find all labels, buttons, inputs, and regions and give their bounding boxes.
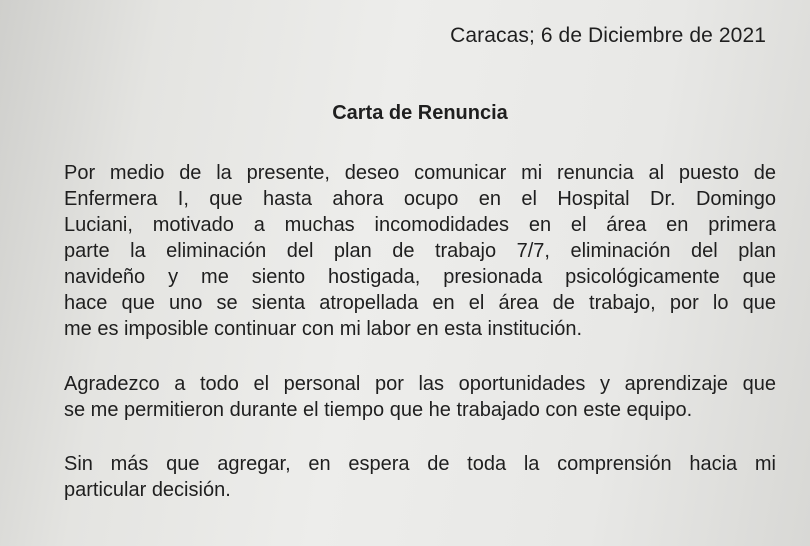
paragraph-line: Sin más que agregar, en espera de toda la comprensión hacia mi bbox=[64, 453, 776, 475]
paragraph-line: me es imposible continuar con mi labor en esta institución. bbox=[64, 318, 583, 340]
letter-title: Carta de Renuncia bbox=[332, 102, 508, 124]
paragraph-line: parte la eliminación del plan de trabajo 7/7, eliminación del plan bbox=[64, 240, 776, 262]
paragraph-line: particular decisión. bbox=[64, 479, 231, 501]
paragraph-thanks bbox=[64, 371, 776, 423]
paragraph-line: navideño y me siento hostigada, presionada psicológicamente que bbox=[64, 266, 776, 288]
paragraph-line: Enfermera I, que hasta ahora ocupo en el Hospital Dr. Domingo bbox=[64, 188, 776, 210]
paragraph-line: hace que uno se sienta atropellada en el área de trabajo, por lo que bbox=[64, 292, 776, 314]
paragraph-line: Luciani, motivado a muchas incomodidades en el área en primera bbox=[64, 214, 776, 236]
paragraph-line: Por medio de la presente, deseo comunicar mi renuncia al puesto de bbox=[64, 162, 776, 184]
paragraph-line: Agradezco a todo el personal por las oportunidades y aprendizaje que bbox=[64, 373, 776, 395]
paragraph-resignation bbox=[64, 160, 776, 342]
date-line: Caracas; 6 de Diciembre de 2021 bbox=[450, 24, 766, 47]
paragraph-line: se me permitieron durante el tiempo que he trabajado con este equipo. bbox=[64, 399, 693, 421]
paragraph-closing bbox=[64, 451, 776, 503]
